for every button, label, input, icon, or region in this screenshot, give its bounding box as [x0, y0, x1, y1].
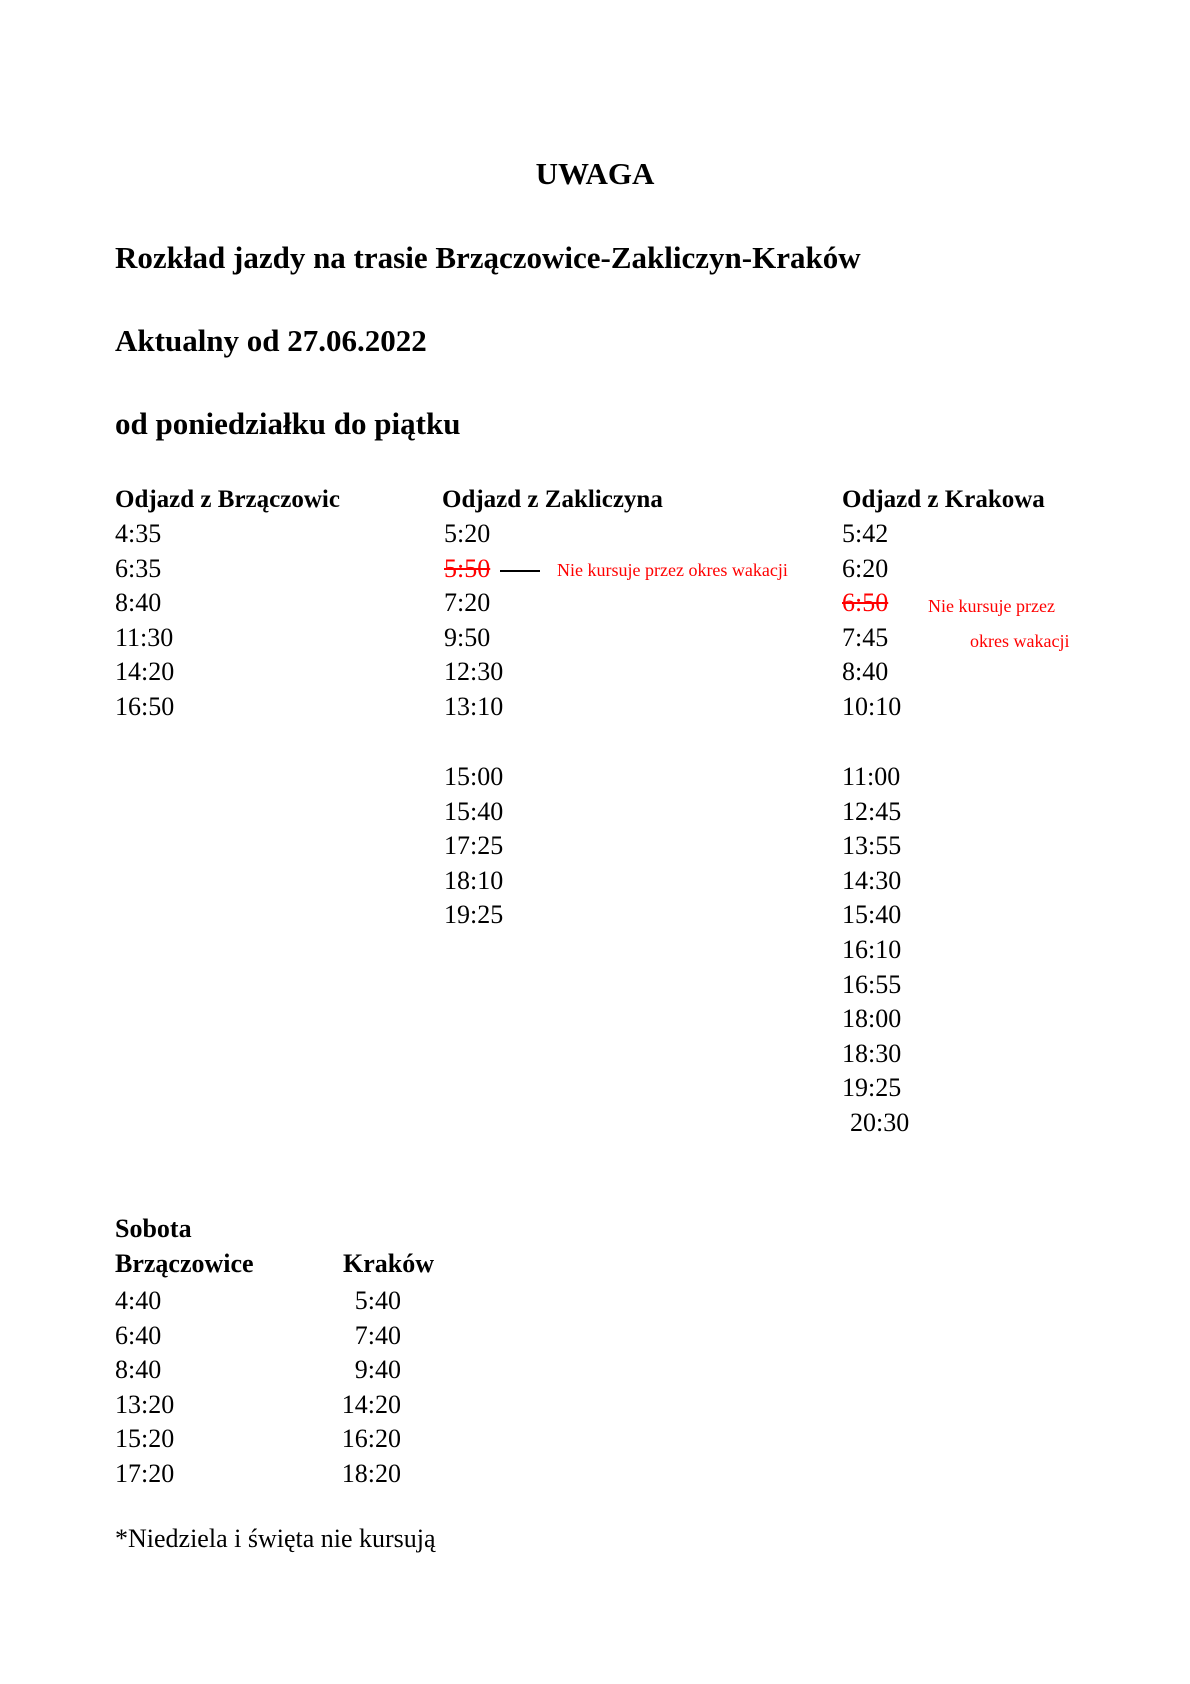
saturday-col-krakow-times — [333, 1284, 401, 1492]
time-entry: 18:20 — [341, 1458, 401, 1488]
weekday-col-brzaczowice-times — [115, 517, 174, 725]
time-entry: 9:50 — [444, 622, 491, 652]
time-entry: 14:20 — [341, 1389, 401, 1419]
time-entry: 14:30 — [842, 865, 902, 895]
time-entry: 11:00 — [842, 762, 901, 791]
time-entry: 13:20 — [115, 1389, 175, 1419]
weekday-col-krakow-times-b — [842, 760, 909, 1141]
time-entry: 18:10 — [444, 865, 504, 895]
time-entry: 14:20 — [115, 657, 175, 687]
time-entry: 15:20 — [115, 1424, 175, 1454]
weekday-col-zakliczyn-header: Odjazd z Zakliczyna — [442, 486, 663, 513]
time-entry: 11:30 — [115, 622, 174, 652]
time-entry: 17:25 — [444, 831, 504, 861]
time-entry: 12:45 — [842, 796, 902, 826]
time-entry: 12:30 — [444, 657, 504, 687]
time-entry: 8:40 — [115, 588, 162, 618]
time-entry: 17:20 — [115, 1458, 175, 1488]
time-entry: 16:20 — [341, 1424, 401, 1454]
time-entry: 10:10 — [842, 691, 902, 721]
weekday-col-zakliczyn-times-b — [444, 760, 503, 933]
time-entry: 18:30 — [842, 1038, 902, 1068]
saturday-col-krakow-header: Kraków — [343, 1249, 434, 1278]
time-entry: 6:35 — [115, 553, 162, 583]
time-entry-cancelled: 5:50 — [444, 553, 491, 583]
footer-note: *Niedziela i święta nie kursują — [115, 1524, 436, 1553]
time-entry: 16:10 — [842, 934, 902, 964]
time-entry-cancelled: 6:50 — [842, 588, 889, 618]
weekday-col-zakliczyn-times-a — [444, 517, 503, 725]
time-entry: 15:40 — [842, 900, 902, 930]
time-entry: 16:55 — [842, 969, 902, 999]
time-entry: 19:25 — [444, 900, 504, 930]
zakliczyn-holiday-note: Nie kursuje przez okres wakacji — [557, 560, 788, 580]
route-heading: Rozkład jazdy na trasie Brzączowice-Zakliczyn-Kraków — [115, 240, 861, 275]
time-entry: 4:35 — [115, 519, 162, 548]
weekday-col-krakow-header: Odjazd z Krakowa — [842, 486, 1045, 513]
time-entry: 13:10 — [444, 691, 504, 721]
time-entry: 5:20 — [444, 519, 491, 548]
time-entry: 20:30 — [850, 1107, 910, 1137]
time-entry: 9:40 — [354, 1355, 401, 1385]
weekday-col-brzaczowice-header: Odjazd z Brzączowic — [115, 486, 340, 513]
time-entry: 7:20 — [444, 588, 491, 618]
saturday-heading: Sobota — [115, 1214, 192, 1243]
time-entry: 7:45 — [842, 622, 889, 652]
time-entry: 19:25 — [842, 1073, 902, 1103]
time-entry: 15:40 — [444, 796, 504, 826]
saturday-col-brzaczowice-header: Brzączowice — [115, 1249, 254, 1278]
time-entry: 5:40 — [354, 1286, 401, 1315]
time-entry: 6:40 — [115, 1320, 162, 1350]
weekday-col-krakow-times-a — [842, 517, 901, 725]
krakow-holiday-note-line2: okres wakacji — [970, 631, 1070, 651]
time-entry: 8:40 — [842, 657, 889, 687]
page-title: UWAGA — [535, 156, 655, 191]
time-entry: 7:40 — [354, 1320, 401, 1350]
time-entry: 18:00 — [842, 1004, 902, 1034]
time-entry: 8:40 — [115, 1355, 162, 1385]
time-entry: 5:42 — [842, 519, 889, 548]
time-entry: 15:00 — [444, 762, 504, 791]
krakow-holiday-note-line1: Nie kursuje przez — [928, 596, 1055, 616]
weekday-heading: od poniedziałku do piątku — [115, 406, 461, 441]
time-entry: 4:40 — [115, 1286, 162, 1315]
time-entry: 16:50 — [115, 691, 175, 721]
time-entry: 13:55 — [842, 831, 902, 861]
strike-line — [500, 570, 540, 572]
saturday-col-brzaczowice-times — [115, 1284, 174, 1492]
time-entry: 6:20 — [842, 553, 889, 583]
valid-from-heading: Aktualny od 27.06.2022 — [115, 323, 427, 358]
